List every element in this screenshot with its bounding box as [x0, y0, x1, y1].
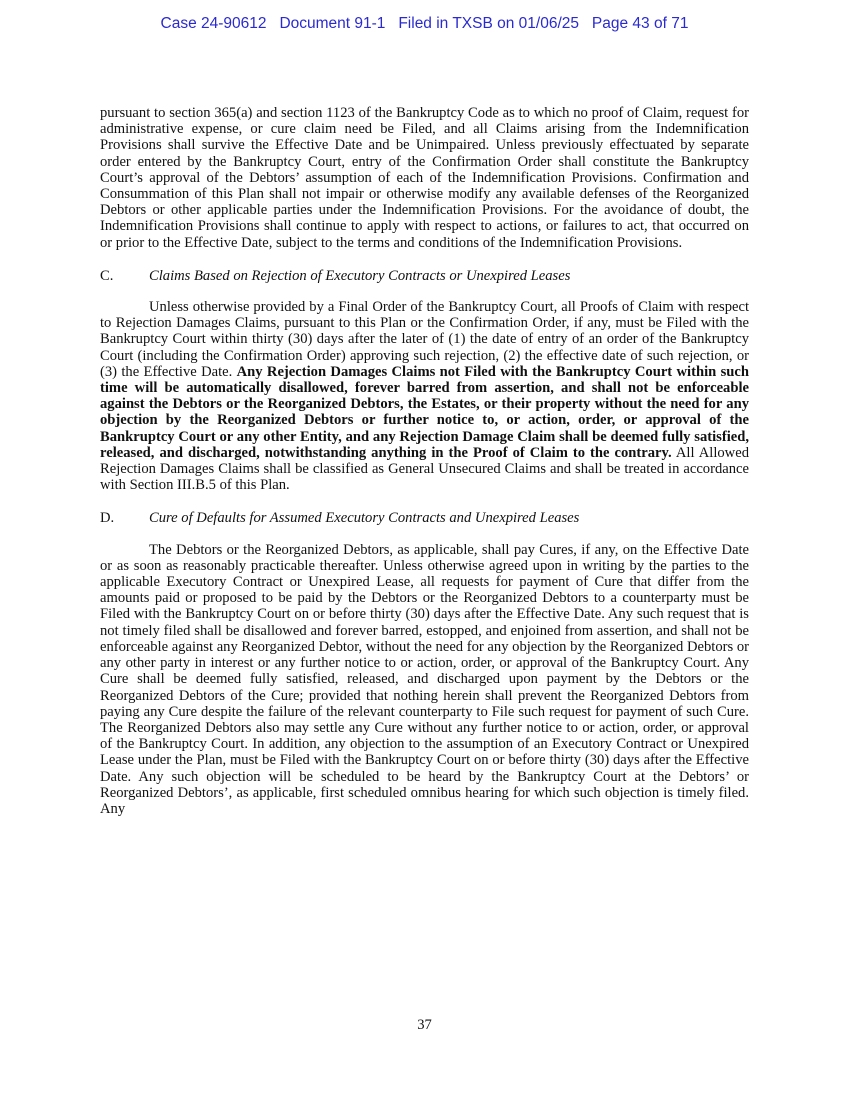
section-c-title: Claims Based on Rejection of Executory Contracts or Unexpired Leases: [149, 267, 571, 284]
section-c-bold-text: Any Rejection Damages Claims not Filed with the Bankruptcy Court within such time will be automatically disallowed, forever barred from assertion, and shall not be enforceable against the Debtors or the Reorganized Debtors, the Estates, or their property without the need for any objection by the Reorganized Debtors or further notice to, or action, order, or approval of the Bankruptcy Court or any other Entity, and any Rejection Damage Claim shall be deemed fully satisfied, released, and discharged, notwithstanding anything in the Proof of Claim to the contrary.: [100, 363, 749, 461]
document-body: [100, 105, 749, 817]
page-number: 37: [417, 1017, 432, 1033]
section-d-paragraph: The Debtors or the Reorganized Debtors, as applicable, shall pay Cures, if any, on the Effective Date or as soon as reasonably practicable thereafter. Unless otherwise agreed upon in writing by the parties to the applicable Executory Contract or Unexpired Lease, all requests for payment of Cure that differ from the amounts paid or proposed to be paid by the Debtors or the Reorganized Debtors to a counterparty must be Filed with the Bankruptcy Court on or before thirty (30) days after the Effective Date. Any such request that is not timely filed shall be disallowed and forever barred, estopped, and enjoined from assertion, and shall not be enforceable against any Reorganized Debtor, without the need for any objection by the Reorganized Debtors or any other party in interest or any further notice to or action, order, or approval of the Bankruptcy Court. Any Cure shall be deemed fully satisfied, released, and discharged upon payment by the Debtors or the Reorganized Debtors of the Cure; provided that nothing herein shall prevent the Reorganized Debtors from paying any Cure despite the failure of the relevant counterparty to File such request for payment of such Cure. The Reorganized Debtors also may settle any Cure without any further notice to or action, order, or approval of the Bankruptcy Court. In addition, any objection to the assumption of an Executory Contract or Unexpired Lease under the Plan, must be Filed with the Bankruptcy Court on or before thirty (30) days after the Effective Date. Any such objection will be scheduled to be heard by the Bankruptcy Court at the Debtors’ or Reorganized Debtors’, as applicable, first scheduled omnibus hearing for which such objection is timely filed. Any: [100, 541, 749, 817]
case-header: Case 24-90612 Document 91-1 Filed in TXSB on 01/06/25 Page 43 of 71: [160, 15, 689, 32]
section-d-letter: D.: [100, 510, 115, 527]
section-d-title: Cure of Defaults for Assumed Executory Contracts and Unexpired Leases: [149, 510, 580, 527]
section-d-heading: [100, 510, 749, 526]
section-c-paragraph: [100, 299, 749, 493]
section-c-heading: [100, 268, 749, 284]
section-c-letter: C.: [100, 267, 114, 284]
paragraph-indemnification: pursuant to section 365(a) and section 1123 of the Bankruptcy Code as to which no proof of Claim, request for administrative expense, or cure claim need be Filed, and all Claims arising from the Indemnification Provisions shall survive the Effective Date and be Unimpaired. Unless previously effectuated by separate order entered by the Bankruptcy Court, entry of the Confirmation Order shall constitute the Bankruptcy Court’s approval of the Debtors’ assumption of each of the Indemnification Provisions. Confirmation and Consummation of this Plan shall not impair or otherwise modify any available defenses of the Reorganized Debtors or other applicable parties under the Indemnification Provisions. For the avoidance of doubt, the Indemnification Provisions shall continue to apply with respect to actions, or failures to act, that occurred on or prior to the Effective Date, subject to the terms and conditions of the Indemnification Provisions.: [100, 105, 749, 251]
section-c-text-before: Unless otherwise provided by a Final Order of the Bankruptcy Court, all Proofs of Claim with respect to Rejection Damages Claims, pursuant to this Plan or the Confirmation Order, if any, must be Filed with the Bankruptcy Court within thirty (30) days after the later of (1) the date of entry of an order of the Bankruptcy Court (including the Confirmation Order) approving such rejection, (2) the effective date of such rejection, or (3) the Effective Date.: [100, 299, 749, 380]
section-c-text-after: All Allowed Rejection Damages Claims shall be classified as General Unsecured Claims and shall be treated in accordance with Section III.B.5 of this Plan.: [100, 444, 749, 494]
